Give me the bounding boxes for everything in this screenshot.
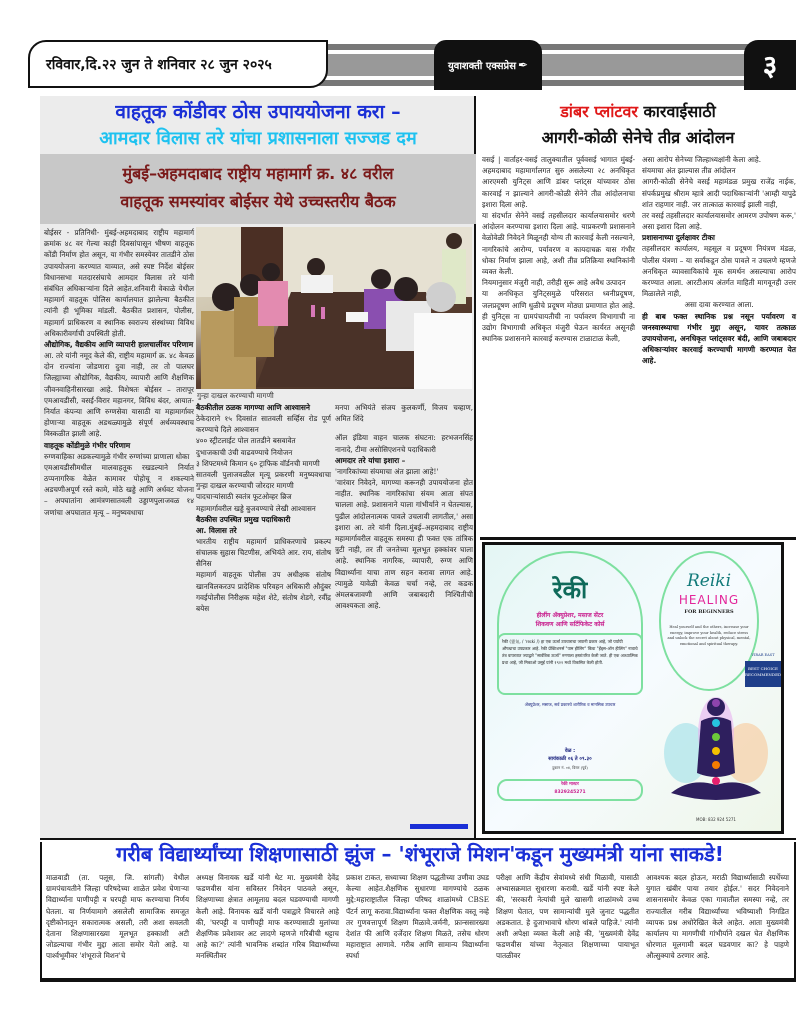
photo-caption: गुन्हा दाखल करण्याची मागणी	[197, 391, 274, 400]
paragraph: आ. तरे यांनी नमूद केले की, राष्ट्रीय महामार्ग क्र. ४८ केवळ दोन राज्यांना जोडणारा दुवा नाही, तर तो पालघर जिल्ह्याच्या औद्योगिक, वैद्यकीय, व्यापारी आणि शैक्षणिक जीवनवाहिनीसारखा आहे. विशेषतः बोईसर – तारापूर एमआयडीसी, वसई-विरार महानगर, विविध बंदर, आयात-निर्यात कंपन्या आणि रुग्णसेवा यासाठी या महामार्गावर होणाऱ्या वाहतूक अडथळ्यामुळे संपूर्ण अर्थव्यवस्थाच विस्कळीत झाली आहे.	[44, 351, 194, 439]
ad-beginners: FOR BEGINNERS	[684, 609, 734, 615]
ad-phone: MOB: 832 924 5271	[696, 817, 736, 822]
paragraph: असा दावा करण्यात आला.	[684, 300, 754, 310]
pen-icon: ✒	[517, 58, 529, 72]
list-item: ३ शिफ्टमध्ये किमान ६० ट्राफिक वॉर्डनची मागणी	[196, 458, 320, 468]
subheading: प्रशासनाच्या दुर्लक्षावर टीका	[642, 233, 715, 243]
end-bar	[410, 824, 468, 829]
ad-badge-top: VIRAR EAST	[751, 653, 775, 657]
meditation-figure-icon	[661, 693, 771, 817]
subheading: औद्योगिक, वैद्यकीय आणि व्यापारी हालचालींवर परिणाम	[44, 340, 194, 350]
main-headline: वाहतूक कोंडीवर ठोस उपाययोजना करा –	[115, 101, 401, 123]
paragraph: वसई | वार्ताहर-वसई तालुक्यातील पूर्ववसई भागात मुंबई-अहमदाबाद महामार्गालगत सुरु असलेल्या २८ अनधिकृत आरएमसी युनिट्स आणि डांबर प्लांट्स यांच्यावर ठोस कारवाई न झाल्याने आगरी-कोळी सेनेने तीव्र आंदोलनाचा इशारा दिला आहे.	[482, 155, 635, 209]
main-column-3	[335, 402, 473, 611]
right-story	[480, 96, 796, 536]
ad-contact	[497, 779, 643, 801]
paragraph: 'वारंवार निवेदने, मागण्या करूनही उपाययोजना होत नाहीत. स्थानिक नागरिकांचा संयम आता संपत चालला आहे. प्रशासनाने याला गांभीर्याने न घेतल्यास, पुढील आंदोलनात्मक पावले उचलावी लागतील,' असा इशारा आ. तरे यांनी दिला.मुंबई–अहमदाबाद राष्ट्रीय महामार्गावरील वाहतूक समस्या ही फक्त एक तांत्रिक त्रुटी नाही, तर ती जनतेच्या मूलभूत हक्कांवर घाला आहे. स्थानिक नागरिक, व्यापारी, रुग्ण आणि विद्यार्थ्यांना याचा ताण सहन करावा लागत आहे. त्यामुळे यावेळी केवळ चर्चा नव्हे, तर कडक अंमलबजावणी आणि जबाबदारी निश्चितीची आवश्यकता आहे.	[335, 478, 473, 611]
list-item: ४०० स्ट्रीटलाईट पोल तातडीने बसवावेत	[196, 436, 296, 446]
right-headline-black: कारवाईसाठी	[643, 102, 716, 121]
brand-name: युवाशक्ती एक्सप्रेस	[447, 61, 516, 72]
list-item: सातवली पुलाजवळील मृत्यू प्रकरणी मनुष्यवधाचा गुन्हा दाखल करण्याची जोरदार मागणी	[196, 470, 331, 491]
ad-healing-title: HEALING	[678, 593, 740, 607]
ad-reiki-title: Reiki	[686, 571, 732, 591]
right-headline	[480, 100, 796, 122]
right-column-1	[482, 154, 635, 344]
bottom-headline: गरीब विद्यार्थ्यांच्या शिक्षणासाठी झुंज – 'शंभूराजे मिशन'कडून मुख्यमंत्री यांना साकडे!	[116, 842, 724, 866]
ad-blurb: Heal yourself and the others, increase your energy, improve your health, reduce stress and unlock the secret about physical, mental, emotional and spiritual therapy.	[667, 625, 751, 646]
bottom-column-3: प्रकाश टाकत, सध्याच्या शिक्षण पद्धतीच्या उणीवा उघड केल्या आहेत.शैक्षणिक सुधारणा मागण्यांचे ठळक मुद्दे:महाराष्ट्रातील जिल्हा परिषद शाळांमध्ये CBSE पॅटर्न लागू करावा.विद्यार्थ्यांना फक्त शैक्षणिक वस्तू नव्हे तर गुणवत्तापूर्ण शिक्षण मिळावे.जर्मनी, फ्रान्ससारख्या देशांत फी आणि दर्जेदार शिक्षण मिळते, तसेच धोरण महाराष्ट्रात आणावे. गरीब आणि सामान्य विद्यार्थ्यांना स्पर्धा	[346, 873, 489, 961]
bold-paragraph: ही बाब फक्त स्थानिक प्रश्न नसून पर्यावरण व जनस्वास्थ्याचा गंभीर मुद्दा असून, यावर तत्काळ उपाययोजना, अनधिकृत प्लांट्सवर बंदी, आणि जबाबदार अधिकाऱ्यांवर कारवाई करण्याची मागणी करण्यात येत आहे.	[642, 311, 796, 365]
ad-contact-phone: 8329245271	[554, 790, 586, 795]
ad-badge-line2: RECOMMENDED	[745, 672, 782, 677]
subheading: बैठकीतील ठळक मागण्या आणि आश्वासने	[196, 403, 310, 412]
right-headline-red: डांबर प्लांटवर	[560, 102, 638, 121]
ad-title: रेकी	[552, 576, 588, 604]
list-item: दुभाजकाची उंची वाढवण्याचे नियोजन	[196, 447, 293, 457]
meeting-photo	[196, 227, 472, 389]
divider	[480, 537, 796, 540]
bottom-story	[40, 842, 796, 982]
paragraph: भारतीय राष्ट्रीय महामार्ग प्राधिकरणाचे प्रकल्प संचालक सुहास चिटणीस, अभियंते आर. राय, संतोष सैनिस	[196, 536, 331, 569]
subheading: वाहतूक कोंडीमुळे गंभीर परिणाम	[44, 440, 131, 450]
brand-logo	[434, 40, 542, 90]
main-column-2	[196, 402, 331, 614]
main-subheadline: आमदार विलास तरे यांचा प्रशासनाला सज्जड दम	[99, 128, 417, 149]
bottom-column-2: अध्यक्ष विनायक खर्डे यांनी थेट मा. मुख्यमंत्री देवेंद्र फडणवीस यांना सविस्तर निवेदन पाठवले असून, शिक्षणाच्या क्षेत्रात आमूलाग्र बदल घडवण्याची मागणी केली आहे. विनायक खर्डे यांनी पत्राद्वारे विचारले आहे की, 'घरपट्टी व पाणीपट्टी माफ करण्यासाठी मुलांच्या शैक्षणिक प्रवेशावर अट लादणे म्हणजे गरिबीची थट्टाच आहे का?' त्यांनी भावनिक शब्दांत गरिब विद्यार्थ्यांच्या मनस्थितीवर	[196, 873, 339, 961]
paragraph: आगरी-कोळी सेनेचे वसई महामंडळ प्रमुख राजेंद्र नाईक, संपर्कप्रमुख श्रीराम म्हात्रे आदी पदाधिकाऱ्यांनी 'आम्ही यापुढे शांत राहणार नाही. जर तात्काळ कारवाई झाली नाही,	[642, 177, 796, 209]
subheading: आमदार तरे यांचा इशारा –	[335, 455, 406, 465]
ad-time: सायंकाळी ०६ ते ०९.३०	[548, 756, 592, 762]
paragraph: नियमानुसार मंजुरी नाही, तरीही सुरू आहे अवैध उत्पादन	[482, 278, 626, 288]
issue-date: रविवार,दि.२२ जुन ते शनिवार २८ जुन २०२५	[46, 56, 272, 73]
right-subheadline: आगरी-कोळी सेनेचे तीव्र आंदोलन	[541, 128, 735, 147]
deck-line-2: वाहतूक समस्यांवर बोईसर येथे उच्चस्तरीय बैठक	[120, 192, 396, 211]
bottom-column-4: परीक्षा आणि केंद्रीय सेवांमध्ये संधी मिळावी, यासाठी अभ्यासक्रमात सुधारणा करावी. खर्डे यांनी स्पष्ट केले की, 'सरकारी नेत्यांची मुले खासगी शाळांमध्ये उच्च शिक्षण घेतात, पण सामान्यांची मुले जुनाट पद्धतीत अडकतात. हे दुजाभावाचे धोरण थांबले पाहिजे.' त्यांनी अशी अपेक्षा व्यक्त केली आहे की, 'मुख्यमंत्री देवेंद्र फडणवीस यांच्या नेतृत्वात शिक्षणाच्या पायाभूत पातळीवर	[496, 873, 639, 961]
main-story	[40, 96, 476, 839]
date-box	[28, 40, 328, 88]
masthead	[28, 40, 796, 90]
paragraph: 'नागरिकांच्या संयमाचा अंत झाला आहे!'	[335, 466, 439, 476]
ad-services: ॲक्युप्रेशर, मसाज, सर्व प्रकारचे शारीरिक व मानसिक उपचार	[524, 702, 616, 707]
right-column-2	[642, 154, 796, 366]
list-item: महामार्गावरील खड्डे बुजवण्याचे लेखी आश्वासन	[196, 503, 316, 513]
main-deck	[40, 160, 476, 216]
main-column-1	[44, 227, 194, 518]
ad-badge-line1: BEST CHOICE	[748, 666, 778, 671]
page-number: ३	[762, 49, 778, 82]
paragraph: बोईसर - प्रतिनिधी- मुंबई-अहमदाबाद राष्ट्रीय महामार्ग क्रमांक ४८ वर गेल्या काही दिवसांपासून भीषण वाहतूक कोंडी निर्माण होत असून, या गंभीर समस्येवर तातडीने ठोस उपाययोजना करण्यात याव्यात, असे स्पष्ट निर्देश बोईसर विधानसभा मतदारसंघाचे आमदार विलास तरे यांनी संबंधित अधिकाऱ्यांना दिले आहेत.शनिवारी वेकाळे येथील महामार्ग वाहतूक पोलिस कार्यालयात झालेल्या बैठकीत त्यांनी ही भूमिका मांडली. बैठकीत प्रशासन, पोलीस, महामार्ग प्राधिकरण व स्थानिक स्वराज्य संस्थांच्या विविध अधिकारीवर्गाची उपस्थिती होती.	[44, 228, 194, 338]
paragraph: एमआयडीसीमधील मालवाहतूक रखडल्याने निर्यात ठप्पनागरिक वेळेत कामावर पोहोचू न शकल्याने अडचणीअपूर्ण रस्ते कामे, मोठे खड्डे आणि अर्धवट योजना – अपघातांना आमंत्रणसातवली उड्डाणपुलाजवळ १४ जणांचा अपघातात मृत्यू – मनुष्यवधाचा	[44, 462, 194, 517]
ad-subtitle-2: शिकवण आणि सर्टिफिकेट कोर्स	[535, 621, 605, 628]
subheading: आ. विलास तरे	[196, 525, 237, 535]
meeting-photo-illustration	[196, 227, 472, 389]
paragraph: ऑल इंडिया वाहन चालक संघटना: हरभजनसिंह नानादे, टीमा असोसिएशनचे पदाधिकारी	[335, 433, 473, 454]
bottom-column-1: माळवाडी (ता. पलूस, जि. सांगली) येथील ग्रामपंचायतीने जिल्हा परिषदेच्या शाळेत प्रवेश घेणाऱ्या विद्यार्थ्यांना पाणीपट्टी व घरपट्टी माफ करण्याचा निर्णय घेतला. या निर्णयामागे असलेली सामाजिक समजूत दृष्टीकोनातून सकारात्मक असली, तरी अशा सवलती देताना शिक्षणासारख्या मूलभूत हक्काशी अटी जोडल्याचा गंभीर मुद्दा आता समोर येतो आहे. या पार्श्वभूमीवर 'शंभूराजे मिशन'चे	[46, 873, 189, 961]
paragraph: तर वसई तहसीलदार कार्यालयासमोर आमरण उपोषण करू,' असा इशारा दिला आहे.	[642, 211, 796, 232]
deck-line-1: मुंबई–अहमदाबाद राष्ट्रीय महामार्ग क्र. ४८ वरील	[122, 164, 394, 183]
ad-contact-label: रेकी मास्टर	[561, 782, 579, 787]
ad-address: दुकान नं. ०४, विरार (पूर्व)	[552, 765, 588, 770]
paragraph: या अनधिकृत युनिट्समुळे परिसरात ध्वनीप्रदूषण, जलप्रदूषण आणि धुळीचे प्रदूषण मोठ्या प्रमाणात होत आहे. ही युनिट्स ना ग्रामपंचायतीची ना पर्यावरण विभागाची ना उद्योग विभागाची अधिकृत मंजुरी घेऊन कार्यरत असूनही स्थानिक प्रशासनाने कारवाई करण्यास टाळाटाळ केली,	[482, 289, 635, 344]
ad-badge	[745, 661, 781, 687]
paragraph: मनपा अभियंते संजय कुलकर्णी, विजय चव्हाण, अमित शिंदे	[335, 403, 473, 424]
ad-subtitle	[491, 611, 649, 629]
ad-description: रेकी (霊気, / ˈreɪki /) हा एक ऊर्जा उपचाराचा जपानी प्रकार आहे, जो पर्यायी औषधाचा उपप्रकार आहे. रेकी प्रॅक्टिशनर्स "पाम हीलिंग" किंवा "हँड्स-ऑन हीलिंग" नावाचे तंत्र वापरतात ज्याद्वारे "सार्वत्रिक ऊर्जा" रुग्णाला हस्तांतरित केली जाते. ही एक आध्यात्मिक प्रथा आहे, जी मिकाओ उसुई यांनी १९२२ मध्ये विकसित केली होती.	[497, 633, 643, 695]
subheading: बैठकीस उपस्थित प्रमुख पदाधिकारी	[196, 514, 291, 524]
ad-subtitle-1: हीलींग ॲक्युप्रेशर, मसाज सेंटर	[536, 612, 604, 619]
paragraph: तहसीलदार कार्यालय, महसूल व प्रदूषण नियंत्रण मंडळ, पोलीस यंत्रणा – या सर्वांकडून ठोस पावले न उचलणे म्हणजे अनधिकृत व्यावसायिकांचे मूक समर्थन असल्याचा आरोप करण्यात आला. आरटीआय अंतर्गत माहिती मागवूनही उत्तर मिळालेले नाही,	[642, 244, 796, 299]
list-item: ठेकेदाराने १५ दिवसांत सातवली सर्व्हिस रोड पूर्ण करण्याचे दिले आश्वासन	[196, 414, 331, 435]
ad-timing	[491, 747, 649, 763]
paragraph: संयमाचा अंत झाल्यास तीव्र आंदोलन	[642, 166, 736, 176]
bottom-column-5: आवश्यक बदल होऊन, मराठी विद्यार्थ्यांसाठी स्पर्धेच्या युगात खंबीर पाया तयार होईल.' सदर निवेदनाने शासनासमोर केवळ एका गावातील समस्या नव्हे, तर राज्यातील गरीब विद्यार्थ्यांच्या भविष्याशी निगडित व्यापक प्रश्न अधोरेखित केले आहेत. आता मुख्यमंत्री कार्यालय या मागणीची गांभीर्याने दखल घेत शैक्षणिक धोरणात मूलगामी बदल घडवणार का? हे पाहणे औत्सुक्याचे ठरणार आहे.	[646, 873, 789, 961]
ad-right-panel	[651, 551, 781, 827]
paragraph: असा आरोप सेनेच्या जिल्हाध्यक्षांनी केला आहे.	[642, 155, 761, 164]
paragraph: या संदर्भात सेनेने वसई तहसीलदार कार्यालयासमोर धरणे आंदोलन करण्याचा इशारा दिला आहे. याप्रकरणी प्रशासनाने वेळोवेळी निवेदने मिळूनही योग्य ती कारवाई केली नसल्याने, नागरिकांचे आरोग्य, पर्यावरण व कायदाचक्र यास गंभीर धोका निर्माण झाला आहे, अशी तीव्र प्रतिक्रिया स्थानिकांनी व्यक्त केली.	[482, 211, 635, 277]
list-item: पादचाऱ्यांसाठी स्वतंत्र फूटओव्हर ब्रिज	[196, 492, 292, 502]
paragraph: रुग्णवाहिका अडकल्यामुळे गंभीर रुग्णांच्या प्राणाला धोका	[44, 451, 190, 461]
page-number-box	[744, 40, 796, 90]
ad-time-label: वेळ :	[564, 748, 576, 754]
ad-left-panel	[491, 551, 649, 827]
reiki-advertisement	[482, 542, 784, 834]
paragraph: महामार्ग वाहतूक पोलीस उप अधीक्षक संतोष खानविलकरउप प्रादेशिक परिवहन अधिकारी औदुंबर गवईपोलीस निरीक्षक महेश शेटे, संतोष शेडगे, रवींद्र बयेस	[196, 570, 331, 614]
